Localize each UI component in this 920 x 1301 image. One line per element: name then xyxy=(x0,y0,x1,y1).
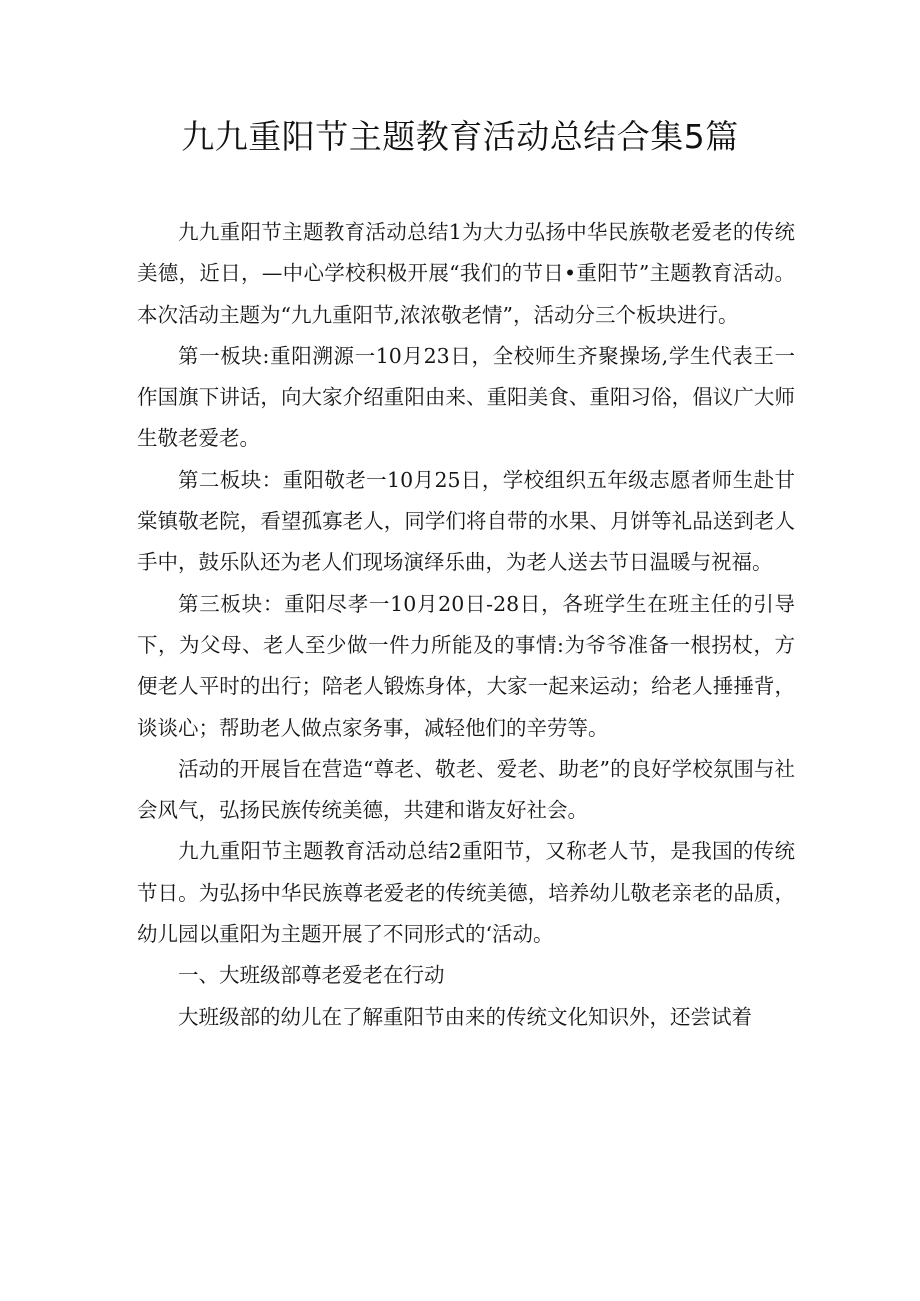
paragraph-summary-two: 九九重阳节主题教育活动总结2重阳节，又称老人节，是我国的传统节日。为弘扬中华民族尊老爱老的传统美德，培养幼儿敬老亲老的品质，幼儿园以重阳为主题开展了不同形式的‘活动。 xyxy=(137,839,795,947)
paragraph-purpose: 活动的开展旨在营造“尊老、敬老、爱老、助老”的良好学校氛围与社会风气，弘扬民族传统美德，共建和谐友好社会。 xyxy=(137,756,795,823)
document-title: 九九重阳节主题教育活动总结合集5篇 xyxy=(181,117,739,156)
paragraph-heading-one: 一、大班级部尊老爱老在行动 xyxy=(178,963,445,988)
paragraph-section-three: 第三板块：重阳尽孝一10月20日-28日，各班学生在班主任的引导下，为父母、老人至少做一件力所能及的事情:为爷爷准备一根拐杖，方便老人平时的出行；陪老人锻炼身体，大家一起来运动；给老人捶捶背，谈谈心；帮助老人做点家务事，减轻他们的辛劳等。 xyxy=(137,591,795,740)
paragraph-intro: 九九重阳节主题教育活动总结1为大力弘扬中华民族敬老爱老的传统美德，近日，—中心学校积极开展“我们的节日•重阳节”主题教育活动。本次活动主题为“九九重阳节,浓浓敬老情”，活动分三个板块进行。 xyxy=(137,220,795,327)
paragraph-section-one: 第一板块:重阳溯源一10月23日，全校师生齐聚操场,学生代表王一作国旗下讲话，向大家介绍重阳由来、重阳美食、重阳习俗，倡议广大师生敬老爱老。 xyxy=(137,343,795,451)
paragraph-continued: 大班级部的幼儿在了解重阳节由来的传统文化知识外，还尝试着 xyxy=(178,1004,752,1029)
paragraph-section-two: 第二板块：重阳敬老一10月25日，学校组织五年级志愿者师生赴甘棠镇敬老院，看望孤寡老人，同学们将自带的水果、月饼等礼品送到老人手中，鼓乐队还为老人们现场演绎乐曲，为老人送去节日温暖与祝福。 xyxy=(137,467,795,575)
document-body xyxy=(137,212,795,1038)
